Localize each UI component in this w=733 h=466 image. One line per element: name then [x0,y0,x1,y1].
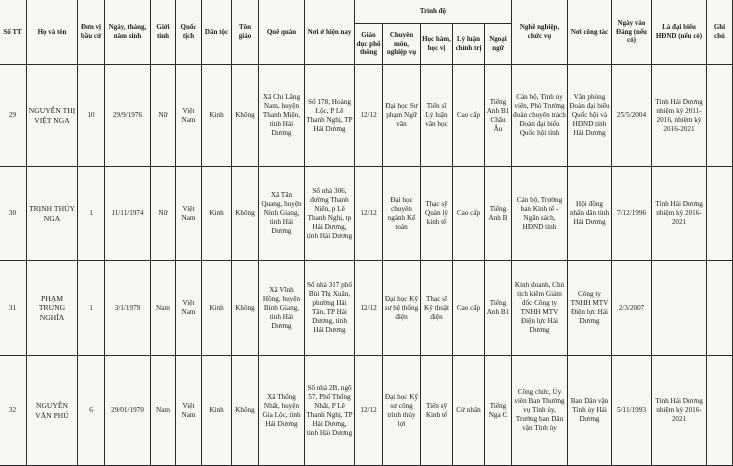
cell-giao-duc: 12/12 [355,261,383,356]
cell-dai-bieu: Tỉnh Hải Dương nhiệm kỳ 2016-2021 [652,356,707,466]
header-ngay-sinh: Ngày, tháng, năm sinh [105,0,151,65]
cell-ghi-chu [707,356,733,466]
cell-ho-ten: NGUYỄN THỊ VIỆT NGA [27,65,78,167]
cell-nghe-nghiep: Cán bộ, Tỉnh ủy viên, Phó Trưởng đoàn chuyên trách Đoàn đại biểu Quốc hội tỉnh [512,65,568,167]
cell-hoc-ham: Tiến sỹ Kinh tế [421,356,453,466]
cell-nghe-nghiep: Cán bộ, Trưởng ban Kinh tế - Ngân sách, HĐND tỉnh [512,167,568,261]
cell-chuyen-mon: Đại học Sư phạm Ngữ văn [383,65,421,167]
cell-ngay-sinh: 29/9/1976 [105,65,151,167]
header-ly-luan: Lý luận chính trị [453,24,485,65]
header-stt: Số TT [0,0,27,65]
cell-ngay-vao-dang: 25/5/2004 [612,65,652,167]
cell-ho-ten: TRỊNH THÚY NGA [27,167,78,261]
cell-ghi-chu [707,65,733,167]
cell-dan-toc: Kinh [202,356,232,466]
cell-ngoai-ngu: Tiếng Anh B [485,167,512,261]
cell-nghe-nghiep: Kinh doanh, Chủ tịch kiêm Giám đốc Công ty TNHH MTV Điện lực Hải Dương [512,261,568,356]
cell-ton-giao: Không [232,65,259,167]
cell-dan-toc: Kinh [202,167,232,261]
cell-ho-ten: NGUYỄN VĂN PHÚ [27,356,78,466]
header-ton-giao: Tôn giáo [232,0,259,65]
cell-ngay-sinh: 29/01/1970 [105,356,151,466]
cell-ngay-sinh: 3/1/1979 [105,261,151,356]
table-row [0,261,733,356]
header-ngoai-ngu: Ngoại ngữ [485,24,512,65]
cell-noi-cong-tac: Văn phòng Đoàn đại biểu Quốc hội và HĐND tỉnh Hải Dương [568,65,612,167]
cell-gioi-tinh: Nữ [151,167,176,261]
cell-noi-cong-tac: Ban Dân vận Tỉnh ủy Hải Dương [568,356,612,466]
header-don-vi-bau-cu: Đơn vị bầu cử [78,0,105,65]
header-noi-cong-tac: Nơi công tác [568,0,612,65]
cell-hoc-ham: Thạc sĩ Kỹ thuật điện [421,261,453,356]
cell-hoc-ham: Thạc sỹ Quản lý kinh tế [421,167,453,261]
cell-ngoai-ngu: Tiếng Nga C [485,356,512,466]
header-chuyen-mon: Chuyên môn, nghiệp vụ [383,24,421,65]
cell-stt: 32 [0,356,27,466]
header-noi-o: Nơi ở hiện nay [305,0,355,65]
cell-quoc-tich: Việt Nam [176,65,202,167]
cell-ghi-chu [707,167,733,261]
cell-noi-cong-tac: Hội đồng nhân dân tỉnh Hải Dương [568,167,612,261]
table-header [0,0,733,65]
cell-noi-o: Số nhà 2B, ngõ 57, Phố Thống Nhất, P Lê Thanh Nghị, TP Hải Dương, tỉnh Hải Dương [305,356,355,466]
cell-giao-duc: 12/12 [355,65,383,167]
cell-que-quan: Xã Chi Lăng Nam, huyện Thanh Miện, tỉnh Hải Dương [259,65,305,167]
header-que-quan: Quê quán [259,0,305,65]
cell-ly-luan: Cao cấp [453,65,485,167]
cell-hoc-ham: Tiến sĩ Lý luận văn học [421,65,453,167]
cell-noi-o: Số 178, Hoàng Lộc, P Lê Thanh Nghị, TP Hải Dương [305,65,355,167]
cell-quoc-tich: Việt Nam [176,356,202,466]
cell-ly-luan: Cử nhân [453,356,485,466]
cell-noi-cong-tac: Công ty TNHH MTV Điện lực Hải Dương [568,261,612,356]
cell-ho-ten: PHẠM TRUNG NGHĨA [27,261,78,356]
cell-quoc-tich: Việt Nam [176,261,202,356]
table-row [0,356,733,466]
cell-quoc-tich: Việt Nam [176,167,202,261]
cell-dan-toc: Kinh [202,65,232,167]
cell-giao-duc: 12/12 [355,167,383,261]
cell-que-quan: Xã Thống Nhất, huyện Gia Lộc, tỉnh Hải Dương [259,356,305,466]
cell-ly-luan: Cao cấp [453,167,485,261]
cell-giao-duc: 12/12 [355,356,383,466]
cell-ngay-vao-dang: 5/11/1993 [612,356,652,466]
cell-dan-toc: Kinh [202,261,232,356]
cell-nghe-nghiep: Công chức, Ủy viên Ban Thường vụ Tỉnh ủy, Trưởng ban Dân vận Tỉnh ủy [512,356,568,466]
cell-ngoai-ngu: Tiếng Anh B1 Châu Âu [485,65,512,167]
header-gioi-tinh: Giới tính [151,0,176,65]
cell-gioi-tinh: Nam [151,356,176,466]
header-trinh-do: Trình độ [355,0,512,24]
cell-stt: 29 [0,65,27,167]
cell-ngay-vao-dang: 7/12/1996 [612,167,652,261]
cell-ton-giao: Không [232,356,259,466]
cell-ngoai-ngu: Tiếng Anh B1 [485,261,512,356]
cell-gioi-tinh: Nam [151,261,176,356]
header-hoc-ham: Học hàm, học vị [421,24,453,65]
table-body [0,65,733,466]
table-row [0,167,733,261]
header-quoc-tich: Quốc tịch [176,0,202,65]
cell-ly-luan: Cao cấp [453,261,485,356]
cell-don-vi: 10 [78,65,105,167]
cell-dai-bieu [652,261,707,356]
header-ho-ten: Họ và tên [27,0,78,65]
cell-gioi-tinh: Nữ [151,65,176,167]
cell-dai-bieu: Tỉnh Hải Dương nhiệm kỳ 2011-2016, nhiệm kỳ 2016-2021 [652,65,707,167]
cell-don-vi: 6 [78,356,105,466]
cell-que-quan: Xã Tân Quang, huyện Ninh Giang, tỉnh Hải Dương [259,167,305,261]
cell-ngay-vao-dang: 2/3/2007 [612,261,652,356]
header-dan-toc: Dân tộc [202,0,232,65]
cell-stt: 30 [0,167,27,261]
cell-dai-bieu: Tỉnh Hải Dương nhiệm kỳ 2016-2021 [652,167,707,261]
cell-chuyen-mon: Đại học Kỹ sư hệ thống điện [383,261,421,356]
header-giao-duc: Giáo dục phổ thông [355,24,383,65]
cell-ngay-sinh: 11/11/1974 [105,167,151,261]
cell-que-quan: Xã Vĩnh Hồng, huyện Bình Giang, tỉnh Hải Dương [259,261,305,356]
cell-ghi-chu [707,261,733,356]
header-ngay-vao-dang: Ngày vào Đảng (nếu có) [612,0,652,65]
header-ghi-chu: Ghi chú [707,0,733,65]
cell-chuyen-mon: Đại học Kỹ sư công trình thủy lợi [383,356,421,466]
header-nghe-nghiep: Nghề nghiệp, chức vụ [512,0,568,65]
cell-ton-giao: Không [232,261,259,356]
cell-noi-o: Số nhà 306, đường Thanh Niên, p Lê Thanh Nghị, tp Hải Dương, tỉnh Hải Dương [305,167,355,261]
cell-noi-o: Số nhà 317 phố Bùi Thị Xuân, phường Hải Tân, TP Hải Dương, tỉnh Hải Dương [305,261,355,356]
table-row [0,65,733,167]
cell-chuyen-mon: Đại học chuyên ngành Kế toán [383,167,421,261]
cell-stt: 31 [0,261,27,356]
cell-don-vi: 1 [78,261,105,356]
header-dai-bieu-hdnd: Là đại biểu HĐND (nếu có) [652,0,707,65]
cell-don-vi: 1 [78,167,105,261]
cell-ton-giao: Không [232,167,259,261]
